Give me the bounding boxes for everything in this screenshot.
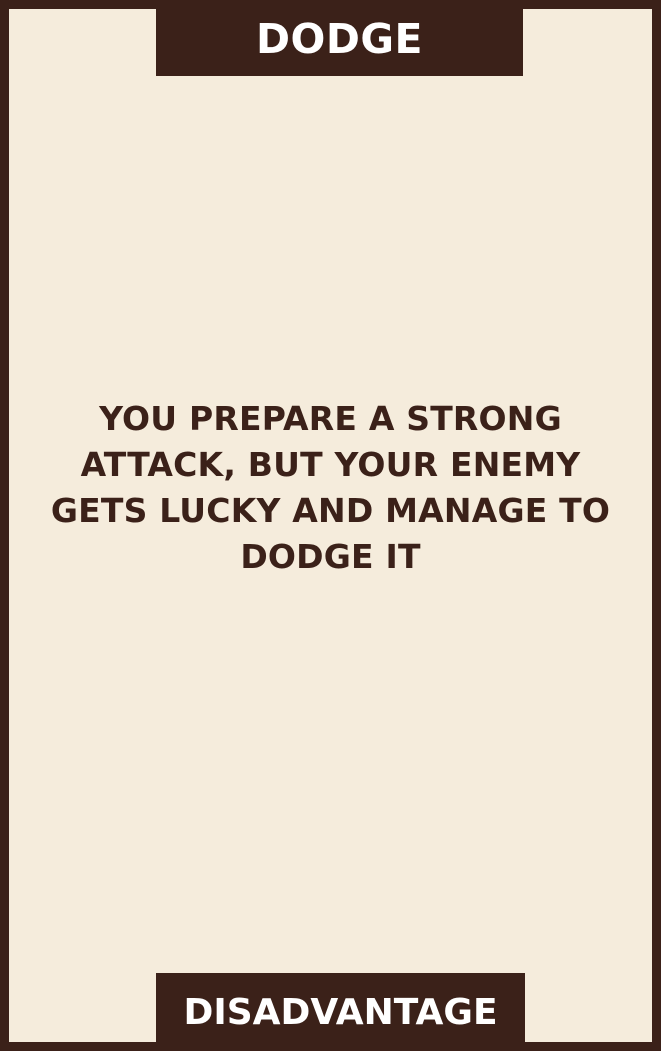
card-description: YOU PREPARE A STRONG ATTACK, BUT YOUR ENEMY GETS LUCKY AND MANAGE TO DODGE IT (50, 399, 611, 576)
title-banner (156, 0, 523, 76)
card-title: DODGE (255, 14, 424, 63)
category-banner (156, 973, 525, 1051)
card-category: DISADVANTAGE (183, 992, 498, 1033)
